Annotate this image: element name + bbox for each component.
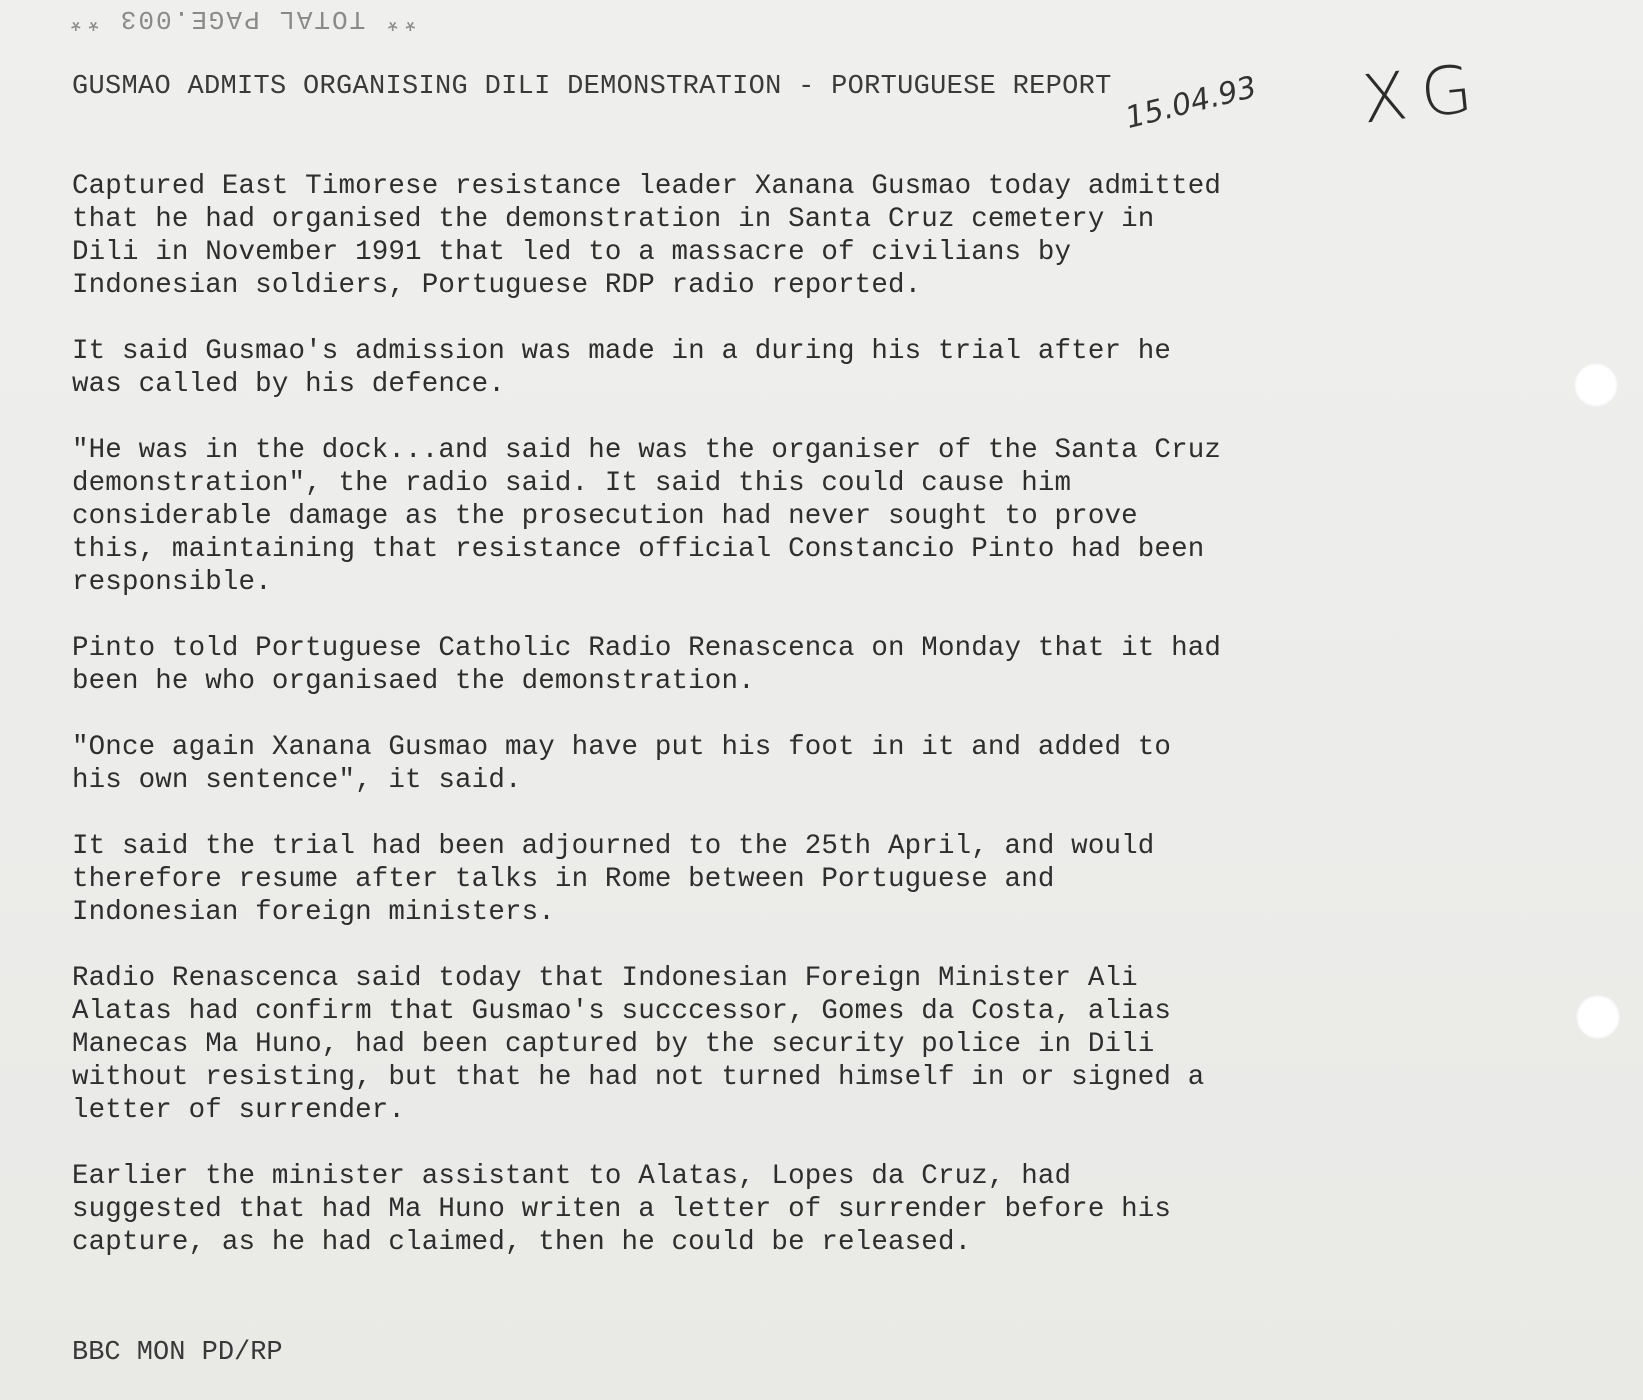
punch-hole xyxy=(1574,363,1618,407)
article-body xyxy=(72,170,1372,1292)
paragraph: "Once again Xanana Gusmao may have put his foot in it and added to his own sentence", it said. xyxy=(72,732,1172,796)
paragraph: Captured East Timorese resistance leader Xanana Gusmao today admitted that he had organised the demonstration in Santa Cruz cemetery in Dili in November 1991 that led to a massacre of civilians by Indonesian soldiers, Portuguese RDP radio reported. xyxy=(72,171,1222,301)
fax-page-marker: ** TOTAL PAGE.003 ** xyxy=(66,4,419,34)
paragraph: Radio Renascenca said today that Indonesian Foreign Minister Ali Alatas had confirm that Gusmao's succcessor, Gomes da Costa, alias Manecas Ma Huno, had been captured by the security police in Dili without resisting, but that he had not turned himself in or signed a letter of surrender. xyxy=(72,963,1205,1126)
punch-hole xyxy=(1576,995,1620,1039)
handwritten-initials: XG xyxy=(1358,49,1490,139)
paragraph: Pinto told Portuguese Catholic Radio Renascenca on Monday that it had been he who organisaed the demonstration. xyxy=(72,633,1222,697)
paragraph: Earlier the minister assistant to Alatas, Lopes da Cruz, had suggested that had Ma Huno writen a letter of surrender before his capture, as he had claimed, then he could be released. xyxy=(72,1161,1172,1258)
handwritten-date: 15.04.93 xyxy=(1122,69,1261,136)
paragraph: It said Gusmao's admission was made in a during his trial after he was called by his defence. xyxy=(72,336,1172,400)
paragraph: "He was in the dock...and said he was the organiser of the Santa Cruz demonstration", the radio said. It said this could cause him considerable damage as the prosecution had never sought to prove this, maintaining that resistance official Constancio Pinto had been responsible. xyxy=(72,435,1222,598)
document-title: GUSMAO ADMITS ORGANISING DILI DEMONSTRATION - PORTUGUESE REPORT xyxy=(72,72,1112,102)
source-signoff: BBC MON PD/RP xyxy=(72,1338,283,1368)
paragraph: It said the trial had been adjourned to the 25th April, and would therefore resume after talks in Rome between Portuguese and Indonesian foreign ministers. xyxy=(72,831,1155,928)
